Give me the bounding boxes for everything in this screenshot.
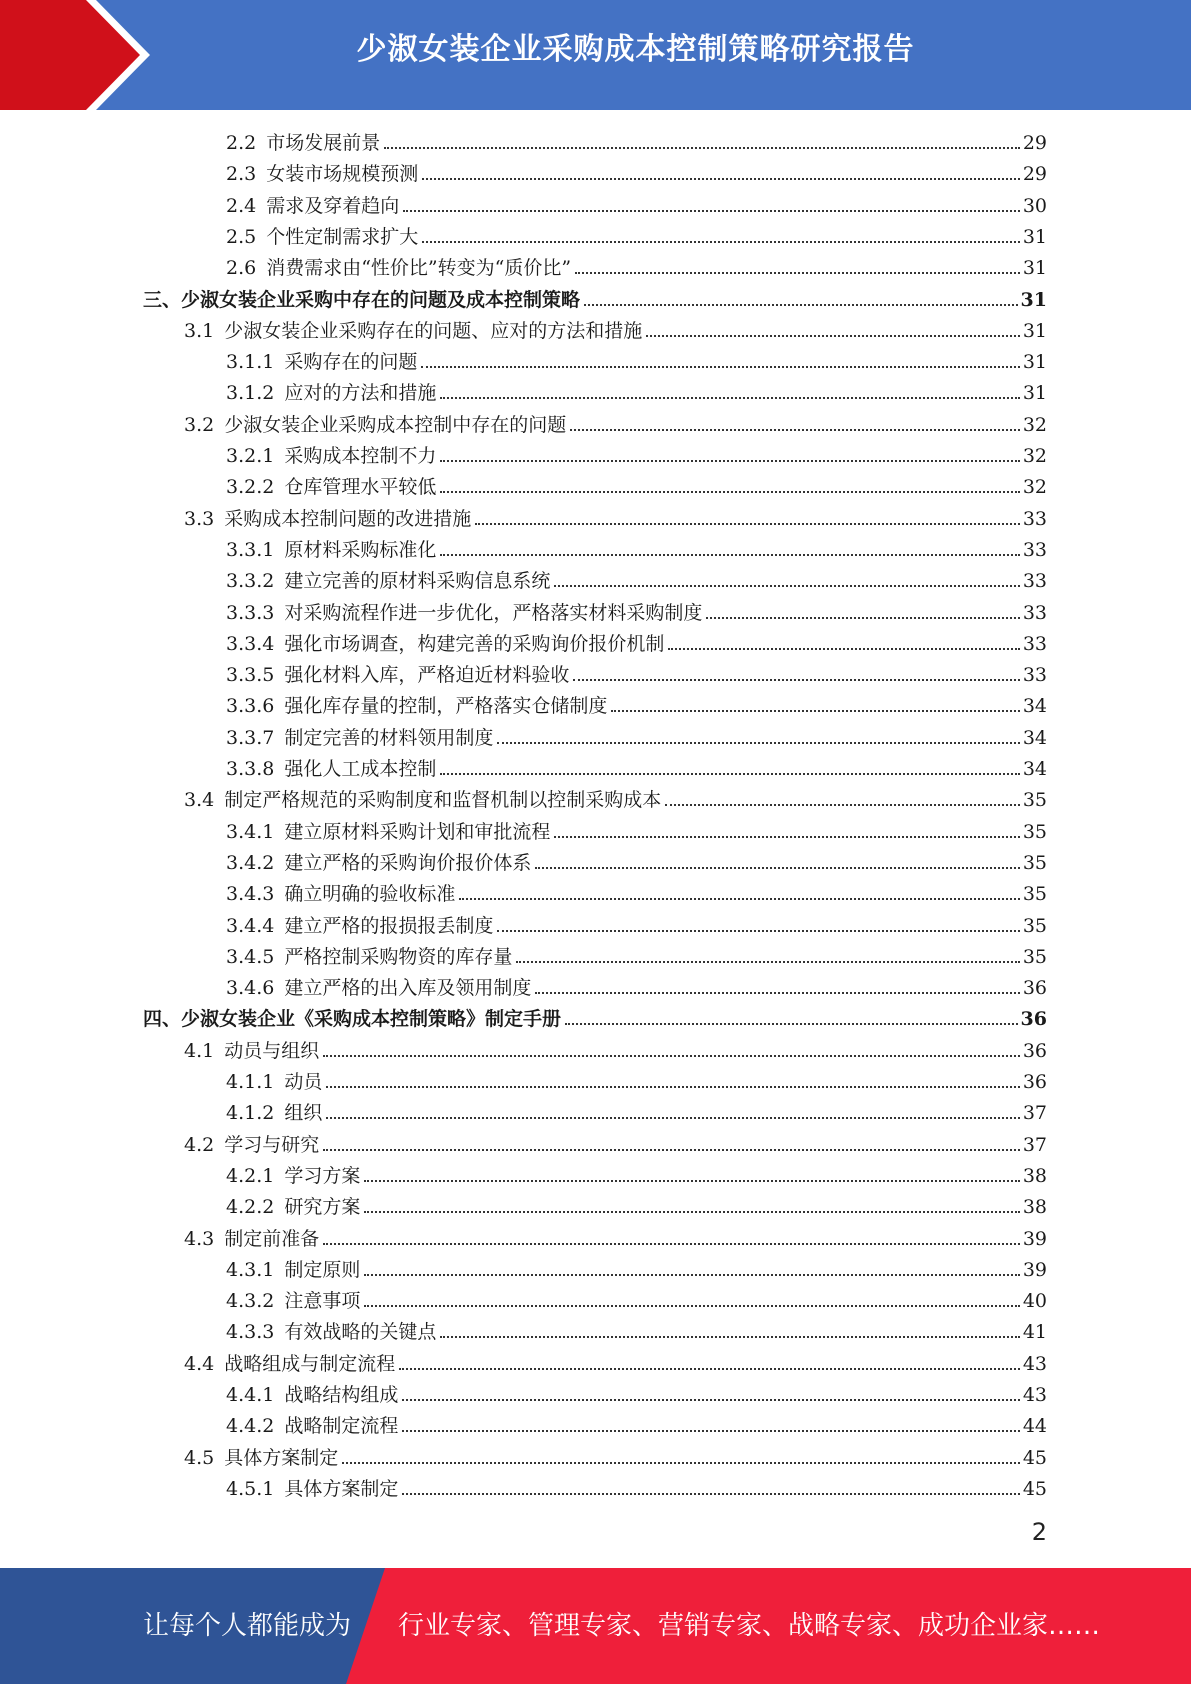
toc-dot-leader [402,1399,1019,1401]
toc-entry-title: 建立严格的采购询价报价体系 [284,852,532,874]
toc-dot-leader [440,773,1019,775]
toc-entry[interactable] [226,939,1047,970]
toc-dot-leader [570,429,1020,431]
toc-entry[interactable] [226,1314,1047,1345]
toc-entry-page: 36 [1022,1040,1047,1062]
toc-dot-leader [440,554,1019,556]
toc-dot-leader [364,1274,1019,1276]
toc-entry[interactable] [226,532,1047,563]
toc-entry[interactable] [143,1001,1047,1032]
toc-entry-title: 制定前准备 [224,1228,320,1250]
toc-entry-page: 35 [1022,883,1047,905]
toc-entry-page: 37 [1022,1134,1047,1156]
toc-entry-number: 4.2.1 [226,1165,275,1187]
toc-dot-leader [364,1305,1019,1307]
toc-entry-title: 建立严格的出入库及领用制度 [284,977,532,999]
toc-entry[interactable] [226,845,1047,876]
toc-entry[interactable] [184,313,1047,344]
toc-entry-page: 32 [1022,476,1047,498]
toc-entry[interactable] [226,1471,1047,1502]
toc-entry-title: 消费需求由“性价比”转变为“质价比” [266,257,572,279]
toc-entry-title: 学习方案 [284,1165,361,1187]
toc-entry-page: 45 [1022,1478,1047,1500]
toc-dot-leader [402,1493,1019,1495]
toc-entry[interactable] [226,751,1047,782]
toc-entry-number: 2.3 [226,163,257,185]
toc-entry-number: 4.3 [184,1228,215,1250]
page-footer [0,1568,1191,1684]
toc-entry-page: 36 [1020,1008,1047,1030]
toc-entry-page: 30 [1022,195,1047,217]
toc-entry-number: 3.4 [184,789,215,811]
toc-entry-page: 44 [1022,1415,1047,1437]
toc-entry-title: 战略组成与制定流程 [224,1353,396,1375]
toc-entry[interactable] [226,1158,1047,1189]
toc-entry-title: 确立明确的验收标准 [284,883,456,905]
toc-dot-leader [440,1336,1019,1338]
toc-dot-leader [565,1023,1018,1025]
toc-entry-title: 少淑女装企业《采购成本控制策略》制定手册 [181,1008,562,1030]
toc-entry-number: 4.5.1 [226,1478,275,1500]
toc-dot-leader [665,804,1020,806]
toc-entry-page: 33 [1022,539,1047,561]
toc-entry-title: 有效战略的关键点 [284,1321,437,1343]
toc-entry-number: 4.1.2 [226,1102,275,1124]
toc-dot-leader [497,930,1019,932]
toc-entry-title: 仓库管理水平较低 [284,476,437,498]
toc-entry-page: 31 [1022,226,1047,248]
toc-entry-page: 33 [1022,508,1047,530]
toc-entry-page: 35 [1022,852,1047,874]
toc-entry[interactable] [226,344,1047,375]
toc-entry-page: 43 [1022,1384,1047,1406]
toc-dot-leader [399,1368,1020,1370]
toc-entry-title: 组织 [284,1102,323,1124]
toc-entry[interactable] [226,814,1047,845]
toc-entry-number: 3.1.1 [226,351,275,373]
toc-entry[interactable] [226,125,1047,156]
toc-entry-number: 四、 [143,1008,182,1030]
toc-entry-number: 三、 [143,289,182,311]
toc-entry-page: 32 [1022,414,1047,436]
toc-entry-title: 少淑女装企业采购成本控制中存在的问题 [224,414,567,436]
toc-entry[interactable] [226,1095,1047,1126]
toc-entry-number: 2.5 [226,226,257,248]
toc-entry-title: 建立完善的原材料采购信息系统 [284,570,551,592]
toc-entry[interactable] [226,688,1047,719]
toc-entry-number: 2.4 [226,195,257,217]
toc-dot-leader [475,523,1020,525]
toc-dot-leader [421,366,1019,368]
toc-entry[interactable] [226,720,1047,751]
toc-entry-page: 29 [1022,132,1047,154]
toc-entry-number: 3.1.2 [226,382,275,404]
toc-entry-number: 3.3.7 [226,727,275,749]
toc-entry-title: 制定严格规范的采购制度和监督机制以控制采购成本 [224,789,662,811]
toc-entry[interactable] [184,782,1047,813]
chevron-logo-icon [0,0,160,110]
toc-entry-number: 3.3.5 [226,664,275,686]
toc-entry-number: 4.3.2 [226,1290,275,1312]
toc-dot-leader [323,1149,1020,1151]
toc-entry-number: 3.3.6 [226,695,275,717]
toc-entry-title: 强化人工成本控制 [284,758,437,780]
toc-entry-number: 3.3.1 [226,539,275,561]
toc-entry-page: 31 [1020,289,1047,311]
toc-entry[interactable] [226,1408,1047,1439]
toc-entry-page: 34 [1022,727,1047,749]
toc-entry-title: 个性定制需求扩大 [266,226,419,248]
toc-entry-page: 39 [1022,1259,1047,1281]
toc-entry-number: 3.4.5 [226,946,275,968]
toc-entry-number: 3.1 [184,320,215,342]
toc-entry[interactable] [226,657,1047,688]
toc-entry[interactable] [226,156,1047,187]
toc-dot-leader [384,147,1020,149]
toc-entry-page: 37 [1022,1102,1047,1124]
toc-entry-number: 2.2 [226,132,257,154]
toc-entry-number: 4.4 [184,1353,215,1375]
toc-entry[interactable] [226,375,1047,406]
toc-entry-page: 39 [1022,1228,1047,1250]
toc-entry-number: 3.4.1 [226,821,275,843]
toc-entry[interactable] [226,563,1047,594]
toc-entry-page: 34 [1022,695,1047,717]
toc-entry-title: 战略结构组成 [284,1384,399,1406]
toc-dot-leader [422,241,1020,243]
toc-entry-page: 31 [1022,320,1047,342]
toc-entry-number: 3.4.6 [226,977,275,999]
toc-dot-leader [323,1243,1020,1245]
toc-entry-number: 4.5 [184,1447,215,1469]
toc-entry-number: 3.2.1 [226,445,275,467]
toc-dot-leader [575,272,1020,274]
toc-entry-page: 33 [1022,602,1047,624]
toc-entry[interactable] [226,908,1047,939]
toc-entry-title: 建立严格的报损报丢制度 [284,915,494,937]
toc-entry-title: 女装市场规模预测 [266,163,419,185]
toc-dot-leader [323,1055,1020,1057]
toc-entry[interactable] [184,1346,1047,1377]
toc-entry[interactable] [226,1377,1047,1408]
toc-entry-number: 3.3.8 [226,758,275,780]
toc-dot-leader [668,648,1019,650]
toc-entry-number: 3.3.3 [226,602,275,624]
toc-dot-leader [554,836,1019,838]
toc-entry-title: 采购成本控制问题的改进措施 [224,508,472,530]
toc-entry-number: 3.4.2 [226,852,275,874]
toc-entry[interactable] [226,1064,1047,1095]
toc-dot-leader [326,1117,1019,1119]
toc-entry-title: 动员 [284,1071,323,1093]
toc-dot-leader [440,397,1019,399]
toc-entry-title: 少淑女装企业采购中存在的问题及成本控制策略 [181,289,581,311]
toc-dot-leader [364,1211,1019,1213]
toc-entry-number: 3.3.2 [226,570,275,592]
toc-entry-title: 强化市场调查，构建完善的采购询价报价机制 [284,633,665,655]
toc-entry-page: 34 [1022,758,1047,780]
toc-entry-page: 35 [1022,946,1047,968]
toc-dot-leader [535,867,1019,869]
toc-entry-title: 动员与组织 [224,1040,320,1062]
toc-dot-leader [402,1430,1019,1432]
toc-dot-leader [440,491,1019,493]
toc-entry-title: 强化库存量的控制，严格落实仓储制度 [284,695,608,717]
toc-entry-title: 学习与研究 [224,1134,320,1156]
toc-entry-title: 制定完善的材料领用制度 [284,727,494,749]
toc-entry-page: 31 [1022,351,1047,373]
toc-entry[interactable] [184,1440,1047,1471]
toc-entry-page: 29 [1022,163,1047,185]
toc-entry[interactable] [226,626,1047,657]
toc-entry[interactable] [184,501,1047,532]
toc-entry-title: 原材料采购标准化 [284,539,437,561]
toc-entry-page: 43 [1022,1353,1047,1375]
toc-entry-title: 注意事项 [284,1290,361,1312]
toc-entry-number: 3.3 [184,508,215,530]
toc-entry-number: 4.1 [184,1040,215,1062]
toc-entry-page: 33 [1022,664,1047,686]
report-title: 少淑女装企业采购成本控制策略研究报告 [356,32,915,67]
page-header [0,0,1191,110]
toc-entry[interactable] [226,970,1047,1001]
toc-entry-title: 具体方案制定 [284,1478,399,1500]
toc-entry[interactable] [226,1252,1047,1283]
toc-dot-leader [535,992,1019,994]
footer-slogan-left: 让每个人都能成为 [143,1611,352,1641]
toc-entry[interactable] [226,188,1047,219]
toc-dot-leader [342,1462,1020,1464]
toc-entry[interactable] [226,1283,1047,1314]
toc-entry[interactable] [226,595,1047,626]
toc-entry[interactable] [226,1189,1047,1220]
toc-entry[interactable] [143,282,1047,313]
toc-entry-number: 2.6 [226,257,257,279]
toc-entry-number: 4.3.3 [226,1321,275,1343]
toc-entry-title: 战略制定流程 [284,1415,399,1437]
toc-entry-title: 采购存在的问题 [284,351,418,373]
toc-entry[interactable] [184,1221,1047,1252]
toc-dot-leader [706,617,1019,619]
toc-entry-title: 建立原材料采购计划和审批流程 [284,821,551,843]
toc-entry-number: 4.4.1 [226,1384,275,1406]
toc-entry-number: 3.4.3 [226,883,275,905]
toc-entry-page: 38 [1022,1165,1047,1187]
toc-entry-page: 33 [1022,570,1047,592]
toc-dot-leader [611,710,1019,712]
toc-entry-title: 严格控制采购物资的库存量 [284,946,513,968]
toc-entry[interactable] [226,876,1047,907]
toc-entry[interactable] [184,1127,1047,1158]
toc-entry-page: 35 [1022,789,1047,811]
toc-entry-title: 市场发展前景 [266,132,381,154]
toc-entry-page: 36 [1022,1071,1047,1093]
chevron-red-fill [0,0,140,110]
toc-dot-leader [646,335,1020,337]
toc-entry-number: 3.2.2 [226,476,275,498]
footer-slogan-right: 行业专家、管理专家、营销专家、战略专家、成功企业家…… [398,1611,1101,1641]
toc-entry-page: 40 [1022,1290,1047,1312]
toc-entry-title: 具体方案制定 [224,1447,339,1469]
toc-entry-page: 45 [1022,1447,1047,1469]
toc-entry-number: 4.2.2 [226,1196,275,1218]
toc-entry-page: 33 [1022,633,1047,655]
toc-entry-number: 4.3.1 [226,1259,275,1281]
toc-entry-title: 研究方案 [284,1196,361,1218]
toc-entry-page: 31 [1022,382,1047,404]
toc-dot-leader [573,679,1019,681]
toc-entry-title: 制定原则 [284,1259,361,1281]
toc-entry-page: 35 [1022,821,1047,843]
toc-entry-number: 3.2 [184,414,215,436]
toc-entry-number: 4.2 [184,1134,215,1156]
toc-entry[interactable] [226,469,1047,500]
toc-entry-number: 3.4.4 [226,915,275,937]
toc-dot-leader [364,1180,1019,1182]
toc-dot-leader [403,210,1020,212]
toc-dot-leader [554,585,1019,587]
toc-entry-page: 32 [1022,445,1047,467]
toc-entry-page: 31 [1022,257,1047,279]
toc-entry-title: 对采购流程作进一步优化，严格落实材料采购制度 [284,602,703,624]
toc-dot-leader [516,961,1019,963]
toc-dot-leader [584,304,1018,306]
toc-entry-title: 应对的方法和措施 [284,382,437,404]
toc-entry-title: 少淑女装企业采购存在的问题、应对的方法和措施 [224,320,643,342]
toc-dot-leader [497,742,1019,744]
toc-dot-leader [440,460,1019,462]
toc-entry-number: 4.4.2 [226,1415,275,1437]
page-number: 2 [1031,1518,1047,1546]
toc-entry-title: 强化材料入库，严格迫近材料验收 [284,664,570,686]
toc-entry[interactable] [184,407,1047,438]
toc-entry-page: 41 [1022,1321,1047,1343]
toc-entry[interactable] [226,219,1047,250]
toc-entry-title: 需求及穿着趋向 [266,195,400,217]
toc-dot-leader [422,178,1020,180]
toc-entry-number: 4.1.1 [226,1071,275,1093]
toc-entry-page: 35 [1022,915,1047,937]
toc-entry[interactable] [226,250,1047,281]
toc-dot-leader [326,1086,1019,1088]
toc-entry[interactable] [226,438,1047,469]
toc-entry-title: 采购成本控制不力 [284,445,437,467]
toc-entry-page: 38 [1022,1196,1047,1218]
toc-dot-leader [459,898,1019,900]
toc-entry[interactable] [184,1033,1047,1064]
toc-entry-number: 3.3.4 [226,633,275,655]
toc-entry-page: 36 [1022,977,1047,999]
